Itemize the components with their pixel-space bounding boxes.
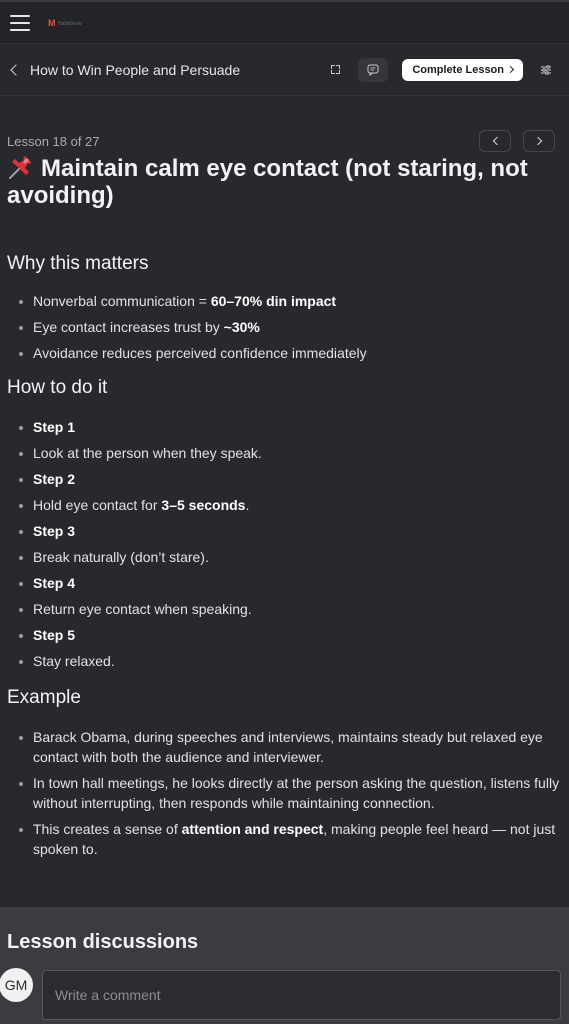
chevron-right-icon <box>507 66 514 73</box>
section-heading: Example <box>7 687 81 708</box>
list-item <box>33 819 562 859</box>
complete-lesson-button[interactable] <box>402 59 523 81</box>
section-heading: How to do it <box>7 377 108 398</box>
menu-icon[interactable] <box>10 15 30 31</box>
app-logo[interactable]: M HabitGrow <box>48 17 82 28</box>
item-text: Avoidance reduces perceived confidence immediately <box>33 345 367 361</box>
list-item <box>33 651 562 671</box>
why-list <box>7 291 562 363</box>
item-text: This creates a sense of <box>33 821 182 837</box>
comment-input[interactable] <box>42 970 561 1020</box>
item-text: Break naturally (don’t stare). <box>33 549 209 565</box>
pushpin-icon <box>7 154 35 180</box>
back-button[interactable] <box>8 62 240 78</box>
previous-lesson-button[interactable] <box>479 130 511 152</box>
section-heading: Why this matters <box>7 253 149 274</box>
chevron-left-icon <box>492 137 500 145</box>
bold-text: Step 4 <box>33 575 76 591</box>
item-text: Look at the person when they speak. <box>33 445 262 461</box>
bold-text: Step 1 <box>33 419 76 435</box>
list-item <box>33 727 562 767</box>
section-how <box>7 377 562 671</box>
list-item <box>33 521 562 541</box>
example-list <box>7 727 562 859</box>
discussions-heading: Lesson discussions <box>7 931 199 953</box>
settings-button[interactable] <box>531 58 561 82</box>
fullscreen-button[interactable] <box>320 58 350 82</box>
list-item <box>33 291 562 311</box>
section-why <box>7 253 562 363</box>
item-text: Barack Obama, during speeches and interviews, maintains steady but relaxed eye contact with both the audience and interviewer. <box>33 729 543 765</box>
how-list <box>7 417 562 671</box>
list-item <box>33 469 562 489</box>
lesson-title-text: Maintain calm eye contact (not staring, not avoiding) <box>7 155 528 209</box>
item-text: Return eye contact when speaking. <box>33 601 252 617</box>
bold-text: attention and respect <box>181 821 324 837</box>
bold-text: ~30% <box>223 319 260 335</box>
list-item <box>33 547 562 567</box>
chat-button[interactable] <box>358 58 388 82</box>
list-item <box>33 443 562 463</box>
lesson-discussions <box>0 907 569 1024</box>
list-item <box>33 573 562 593</box>
bold-text: 60–70% din impact <box>210 293 337 309</box>
bold-text: Step 5 <box>33 627 76 643</box>
item-text: In town hall meetings, he looks directly at the person asking the question, listens fully without interrupting, then responds while maintaining connection. <box>33 775 560 811</box>
complete-lesson-label: Complete Lesson <box>412 63 504 76</box>
avatar[interactable]: GM <box>0 968 33 1002</box>
item-text: , making people feel heard — not just spoken to. <box>33 821 556 857</box>
chat-bubble-icon <box>367 64 379 76</box>
sliders-icon <box>540 64 552 76</box>
bold-text: 3–5 seconds <box>161 497 246 513</box>
list-item <box>33 495 562 515</box>
next-lesson-button[interactable] <box>523 130 555 152</box>
item-text: Hold eye contact for <box>33 497 162 513</box>
lesson-content <box>0 130 569 859</box>
item-text: Nonverbal communication = <box>33 293 211 309</box>
bold-text: Step 3 <box>33 523 76 539</box>
bold-text: Step 2 <box>33 471 76 487</box>
list-item <box>33 773 562 813</box>
list-item <box>33 343 562 363</box>
list-item <box>33 625 562 645</box>
chevron-left-icon <box>10 64 21 75</box>
top-bar <box>0 0 569 44</box>
lesson-counter: Lesson 18 of 27 <box>7 133 100 149</box>
item-text: Eye contact increases trust by <box>33 319 224 335</box>
item-text: Stay relaxed. <box>33 653 115 669</box>
list-item <box>33 599 562 619</box>
course-title: How to Win People and Persuade <box>30 61 241 78</box>
fullscreen-icon <box>331 65 340 74</box>
lesson-title <box>7 154 562 209</box>
list-item <box>33 417 562 437</box>
item-text: . <box>245 497 250 513</box>
logo-text: HabitGrow <box>58 20 82 27</box>
list-item <box>33 317 562 337</box>
section-example <box>7 687 562 859</box>
chevron-right-icon <box>533 137 541 145</box>
lesson-header <box>0 44 569 96</box>
